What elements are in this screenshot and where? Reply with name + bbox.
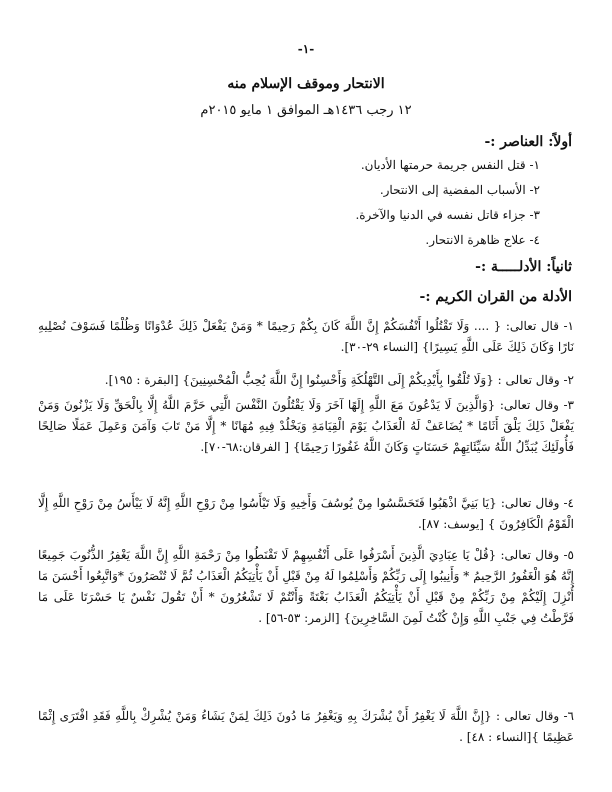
verse-paragraph-5: ٥- وقال تعالى: {قُلْ يَا عِبَادِيَ الَّذِينَ أَسْرَفُوا عَلَى أَنْفُسِهِمْ لَا تَقْنَطُوا مِنْ رَحْمَةِ اللَّهِ إِنَّ اللَّهَ يَغْفِرُ الذُّنُوبَ جَمِيعًا إِنَّهُ هُوَ الْغَفُورُ الرَّحِيمُ * وَأَنِيبُوا إِلَى رَبِّكُمْ وَأَسْلِمُوا لَهُ مِنْ قَبْلِ أَنْ يَأْتِيَكُمُ الْعَذَابُ ثُمَّ لَا تُنْصَرُونَ *وَاتَّبِعُوا أَحْسَنَ مَا أُنْزِلَ إِلَيْكُمْ مِنْ رَبِّكُمْ مِنْ قَبْلِ أَنْ يَأْتِيَكُمُ الْعَذَابُ بَغْتَةً وَأَنْتُمْ لَا تَشْعُرُونَ * أَنْ تَقُولَ نَفْسٌ يَا حَسْرَتَا عَلَى مَا فَرَّطْتُ فِي جَنْبِ اللَّهِ وَإِنْ كُنْتُ لَمِنَ السَّاخِرِينَ} [الزمر: ٥٣-٥٦] . bbox=[38, 548, 574, 625]
date-line: ١٢ رجب ١٤٣٦هـ الموافق ١ مايو ٢٠١٥م bbox=[200, 103, 412, 118]
element-item-3: ٣- جزاء قاتل نفسه في الدنيا والآخرة. bbox=[355, 208, 540, 222]
element-item-4: ٤- علاج ظاهرة الانتحار. bbox=[425, 233, 540, 247]
page-title: الانتحار وموقف الإسلام منه bbox=[227, 76, 385, 92]
elements-heading: أولاً: العناصر :- bbox=[484, 134, 572, 150]
verse-paragraph-1: ١- قال تعالى: { .... وَلَا تَقْتُلُوا أَنْفُسَكُمْ إِنَّ اللَّهَ كَانَ بِكُمْ رَحِيمًا * وَمَنْ يَفْعَلْ ذَلِكَ عُدْوَانًا وَظُلْمًا فَسَوْفَ نُصْلِيهِ نَارًا وَكَانَ ذَلِكَ عَلَى اللَّهِ يَسِيرًا} [النساء ٢٩-٣٠]. bbox=[38, 319, 574, 354]
verse-paragraph-2: ٢- وقال تعالى : {وَلَا تُلْقُوا بِأَيْدِيكُمْ إِلَى التَّهْلُكَةِ وَأَحْسِنُوا إِنَّ اللَّهَ يُحِبُّ الْمُحْسِنِينَ} [البقرة : ١٩٥]. bbox=[104, 373, 574, 387]
quran-heading: الأدلة من القران الكريم :- bbox=[419, 289, 572, 305]
element-item-1: ١- قتل النفس جريمة حرمتها الأديان. bbox=[360, 158, 540, 172]
element-item-2: ٢- الأسباب المفضية إلى الانتحار. bbox=[379, 183, 540, 197]
evidence-heading: ثانياً: الأدلـــــة :- bbox=[475, 259, 572, 275]
verse-paragraph-6: ٦- وقال تعالى : {إِنَّ اللَّهَ لَا يَغْفِرُ أَنْ يُشْرَكَ بِهِ وَيَغْفِرُ مَا دُونَ ذَلِكَ لِمَنْ يَشَاءُ وَمَنْ يُشْرِكْ بِاللَّهِ فَقَدِ افْتَرَى إِثْمًا عَظِيمًا }[النساء : ٤٨] . bbox=[38, 709, 574, 744]
page-number: -١- bbox=[297, 42, 315, 56]
verse-paragraph-3: ٣- وقال تعالى: {وَالَّذِينَ لَا يَدْعُونَ مَعَ اللَّهِ إِلَهًا آخَرَ وَلَا يَقْتُلُونَ النَّفْسَ الَّتِي حَرَّمَ اللَّهُ إِلَّا بِالْحَقِّ وَلَا يَزْنُونَ وَمَنْ يَفْعَلْ ذَلِكَ يَلْقَ أَثَامًا * يُضَاعَفْ لَهُ الْعَذَابُ يَوْمَ الْقِيَامَةِ وَيَخْلُدْ فِيهِ مُهَانًا * إِلَّا مَنْ تَابَ وَآمَنَ وَعَمِلَ عَمَلًا صَالِحًا فَأُولَئِكَ يُبَدِّلُ اللَّهُ سَيِّئَاتِهِمْ حَسَنَاتٍ وَكَانَ اللَّهُ غَفُورًا رَحِيمًا} [ الفرقان:٦٨-٧٠]. bbox=[38, 398, 575, 454]
verse-paragraph-4: ٤- وقال تعالى: {يَا بَنِيَّ اذْهَبُوا فَتَحَسَّسُوا مِنْ يُوسُفَ وَأَخِيهِ وَلَا تَيْأَسُوا مِنْ رَوْحِ اللَّهِ إِنَّهُ لَا يَيْأَسُ مِنْ رَوْحِ اللَّهِ إِلَّا الْقَوْمُ الْكَافِرُونَ } [يوسف: ٨٧]. bbox=[38, 496, 574, 531]
